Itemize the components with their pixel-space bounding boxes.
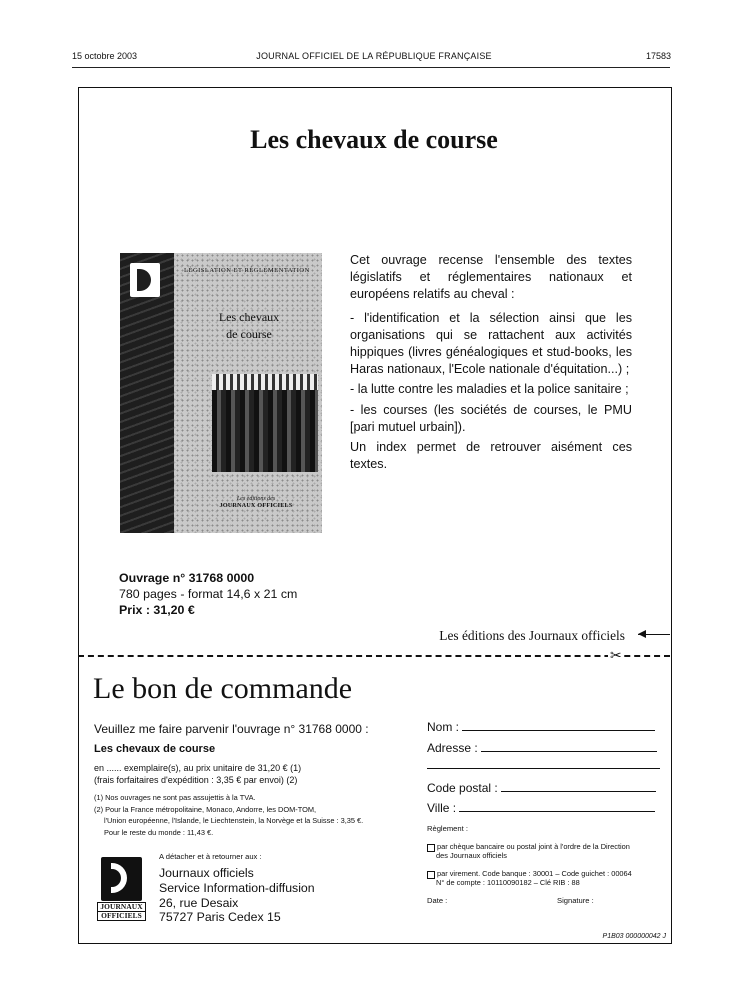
name-field[interactable]: Nom : xyxy=(427,720,655,734)
scissors-icon: ✂ xyxy=(610,647,622,663)
order-details xyxy=(94,722,414,838)
jo-logo-icon xyxy=(101,857,142,901)
cover-title-line2: de course xyxy=(226,327,272,341)
cover-spine xyxy=(120,253,174,533)
journaux-officiels-logo-icon xyxy=(130,263,160,297)
ad-title: Les chevaux de course xyxy=(250,125,498,154)
arrow-head-icon xyxy=(638,630,646,638)
payment-heading: Règlement : xyxy=(427,824,468,833)
order-notes: (1) Nos ouvrages ne sont pas assujettis à la TVA. (2) Pour la France métropolitaine, Monaco, Andorre, les DOM-TOM, l'Union européenne, l'Islande, le Liechtenstein, la Norvège et la Suisse : 3,35 €. Pour le reste du monde : 11,43 €. xyxy=(94,793,364,837)
desc-item: - les courses (les sociétés de courses, le PMU [pari mutuel urbain]). xyxy=(350,402,632,434)
footer-code: P1B03 000000042 J xyxy=(602,933,666,940)
cover-title-line1: Les chevaux xyxy=(218,310,280,324)
payment-option-cheque[interactable]: par chèque bancaire ou postal joint à l'ordre de la Direction des Journaux officiels xyxy=(427,843,667,860)
book-cover-image xyxy=(120,253,322,533)
postal-code-field[interactable]: Code postal : xyxy=(427,781,656,795)
book-description xyxy=(350,252,632,479)
cut-line xyxy=(78,655,670,657)
journaux-officiels-logo xyxy=(97,855,146,919)
logo-text: JOURNAUX OFFICIELS xyxy=(97,902,146,921)
order-form-heading: Le bon de commande xyxy=(93,672,353,705)
editions-label: Les éditions des Journaux officiels xyxy=(439,628,625,643)
book-format: 780 pages - format 14,6 x 21 cm xyxy=(119,587,298,602)
header-rule xyxy=(72,67,670,68)
city-input-line[interactable] xyxy=(459,810,655,812)
detach-note: A détacher et à retourner aux : xyxy=(159,852,262,861)
address-input-line[interactable] xyxy=(481,750,657,752)
book-price: Prix : 31,20 € xyxy=(119,603,195,618)
postal-code-input-line[interactable] xyxy=(501,790,656,792)
order-shipping: (frais forfaitaires d'expédition : 3,35 € par envoi) (2) xyxy=(94,775,298,785)
desc-item: - l'identification et la sélection ainsi que les organisations qui se rattachent aux activités hippiques (livres généalogiques et stud-books, les Haras nationaux, l'Ecole nationale d'équitation...) ; xyxy=(350,310,632,377)
cover-photo-horses xyxy=(212,374,318,472)
city-field[interactable]: Ville : xyxy=(427,801,655,815)
page-number: 17583 xyxy=(645,51,671,61)
order-copies: en ...... exemplaire(s), au prix unitaire de 31,20 € (1) xyxy=(94,763,302,773)
desc-item: - la lutte contre les maladies et la police sanitaire ; xyxy=(350,382,629,397)
cover-series: LÉGISLATION ET RÉGLEMENTATION xyxy=(184,267,310,274)
address-input-line-2[interactable] xyxy=(427,768,660,769)
signature-field[interactable]: Signature : xyxy=(557,896,594,905)
payment-option-transfer[interactable]: par virement. Code banque : 30001 – Code guichet : 00064 N° de compte : 10110090182 – Clé RIB : 88 xyxy=(427,870,667,887)
return-address: Journaux officiels Service Information-diffusion 26, rue Desaix 75727 Paris Cedex 15 xyxy=(159,866,315,925)
page-date: 15 octobre 2003 xyxy=(72,51,138,61)
book-reference xyxy=(119,570,297,619)
order-request: Veuillez me faire parvenir l'ouvrage n° 31768 0000 : xyxy=(94,722,369,736)
date-field[interactable]: Date : xyxy=(427,896,448,905)
address-field[interactable]: Adresse : xyxy=(427,741,657,755)
ad-frame-bottom xyxy=(78,943,671,944)
name-input-line[interactable] xyxy=(462,729,655,731)
order-book-title: Les chevaux de course xyxy=(94,743,216,755)
work-number: Ouvrage n° 31768 0000 xyxy=(119,571,255,585)
desc-outro: Un index permet de retrouver aisément ces textes. xyxy=(350,440,632,472)
cover-title xyxy=(208,309,290,343)
cover-publisher: Les éditions des JOURNAUX OFFICIELS xyxy=(219,496,293,509)
journal-title: JOURNAL OFFICIEL DE LA RÉPUBLIQUE FRANÇAISE xyxy=(256,51,492,61)
desc-intro: Cet ouvrage recense l'ensemble des textes législatifs et réglementaires nationaux et européens relatifs au cheval : xyxy=(350,253,632,302)
